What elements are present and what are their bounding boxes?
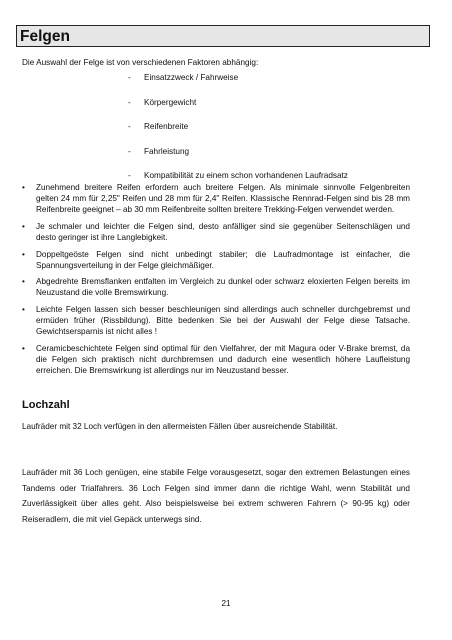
factor-text: Kompatibilität zu einem schon vorhandenen Laufradsatz [144, 171, 348, 181]
factor-text: Reifenbreite [144, 122, 189, 132]
bullet-list [22, 182, 410, 382]
page-number: 21 [221, 599, 231, 608]
factor-text: Fahrleistung [144, 146, 190, 156]
bullet-item [22, 276, 410, 298]
factor-item [128, 121, 348, 146]
dash-marker: - [128, 97, 131, 107]
factor-text: Körpergewicht [144, 97, 197, 107]
bullet-text: Ceramicbeschichtete Felgen sind optimal für den Vielfahrer, der mit Magura oder V-Brake bremst, da die Felgen sich praktisch nicht durchbremsen und dadurch eine wesentlich höhere Laufleistung erreichen. Die Bremswirkung ist allerdings nur im Neuzustand besser. [36, 343, 410, 375]
bullet-text: Doppeltgeöste Felgen sind nicht unbedingt stabiler; die Laufradmontage ist einfacher, die Spannungsverteilung in der Felge gleichmäßiger. [36, 249, 410, 270]
factor-item [128, 97, 348, 122]
bullet-marker: • [22, 305, 25, 315]
factor-item [128, 146, 348, 171]
dash-marker: - [128, 146, 131, 156]
bullet-marker: • [22, 183, 25, 192]
dash-marker: - [128, 171, 131, 181]
factor-text: Einsatzzweck / Fahrweise [144, 73, 239, 82]
bullet-text: Je schmaler und leichter die Felgen sind, desto anfälliger sind sie gegenüber Seitenschlägen und desto geringer ist ihre Langlebigkeit. [36, 221, 410, 242]
bullet-marker: • [22, 343, 25, 353]
bullet-item [22, 343, 410, 376]
section-title: Felgen [20, 28, 70, 45]
bullet-item [22, 221, 410, 243]
dash-marker: - [128, 122, 131, 132]
bullet-item [22, 304, 410, 337]
paragraph: Laufräder mit 32 Loch verfügen in den allermeisten Fällen über ausreichende Stabilität. [22, 422, 338, 431]
bullet-item [22, 249, 410, 271]
bullet-text: Abgedrehte Bremsflanken entfalten im Vergleich zu dunkel oder schwarz eloxierten Felgen bereits im Neuzustand die volle Bremswirkung. [36, 277, 410, 298]
bullet-text: Zunehmend breitere Reifen erfordern auch breitere Felgen. Als minimale sinnvolle Felgenbreiten gelten 24 mm für 2,25" Reifen und 28 mm für 2,4" Reifen. Klassische Rennrad-Felgen sind bis 28 mm Reifenbreite geeignet – ab 30 mm Reifenbreite sollten breitere Trekking-Felgen verwendet werden. [36, 183, 410, 214]
section-title-box [16, 25, 430, 47]
paragraph: Laufräder mit 36 Loch genügen, eine stabile Felge vorausgesetzt, sogar den extremen Belastungen eines Tandems oder Trialfahrers. 36 Loch Felgen sind immer dann die richtige Wahl, wenn Stabilität und Zuverlässigkeit über alles geht. Also beispielsweise bei extrem schweren Fahrern (> 90-95 kg) oder Reiseradlern, die mit viel Gepäck unterwegs sind. [22, 468, 410, 524]
bullet-marker: • [22, 249, 25, 259]
factor-item [128, 72, 348, 97]
bullet-text: Leichte Felgen lassen sich besser beschleunigen sind allerdings auch schneller durchgebremst und ermüden früher (Rissbildung). Bitte bedenken Sie bei der Auswahl der Felge diese Tatsache. Gewichtsersparnis ist nicht alles ! [36, 305, 410, 337]
bullet-marker: • [22, 277, 25, 287]
intro-text: Die Auswahl der Felge ist von verschiedenen Faktoren abhängig: [22, 58, 259, 67]
factor-list [128, 72, 348, 195]
subsection-heading: Lochzahl [22, 399, 70, 411]
bullet-marker: • [22, 221, 25, 231]
bullet-item [22, 182, 410, 215]
dash-marker: - [128, 73, 131, 82]
